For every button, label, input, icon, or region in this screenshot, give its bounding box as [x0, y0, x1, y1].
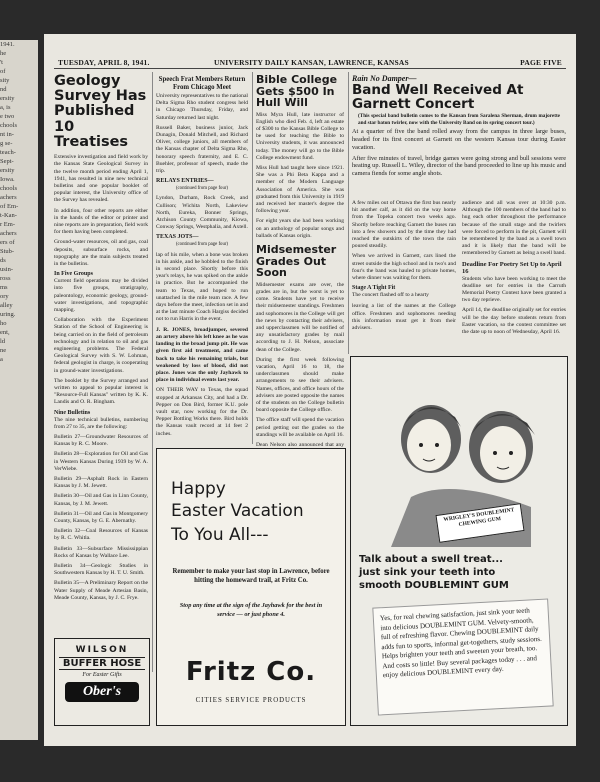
continued-note: (continued from page four): [175, 186, 229, 192]
sliver-line: ds: [0, 257, 6, 264]
sliver-line: r Em-: [0, 221, 15, 228]
paragraph: Dean Nelson also announced that any: [256, 442, 344, 448]
sliver-line: Stub-: [0, 248, 15, 255]
paragraph: The booklet by the Survey arranged and written to appeal to popular interest is "Resource-Full Kansas" written by K. K. Landis and O. R. Bingham.: [54, 377, 148, 406]
sliver-line: chools: [0, 185, 17, 192]
paragraph: Students who have been working to meet the deadline set for entries in the Carruth Memorial Poetry Contest have been granted a two day reprieve.: [462, 275, 566, 304]
paragraph: Ground-water resources, oil and gas, coal deposits, subsurface rocks, and topography are the main subjects treated in the bulletins.: [54, 239, 148, 267]
paragraph: After five minutes of travel, bridge games were going strong and bull sessions were heating up. Russell L. Wiley, director of the band proceeded to line up his music and camera fiends for some angle shots.: [352, 154, 566, 178]
paragraph: leaving a list of the names at the College office. Freshmen and sophomores needing this information must get it from their advisers.: [352, 303, 456, 332]
paragraph: University representatives to the national Delta Sigma Rho student congress held in Chicago Thursday, Friday, and Saturday returned last night.: [156, 93, 248, 121]
sliver-line: ory: [0, 293, 9, 300]
sliver-line: 1941.: [0, 41, 15, 48]
sliver-line: ld: [0, 338, 6, 345]
sliver-line: ersity: [0, 95, 15, 102]
paragraph: lap of his mile, when a bone was broken in his ankle, and he hobbled to the finish in second place. Shortly before this year's relays, he was spiked on the ankle in practice. But he accompanied the team to Texas, and hoped to run unattached in the mile team race. A few days before the meet, infection set in and at the last minute Coach Hargiss decided not to run Harris in the event.: [156, 251, 248, 323]
paragraph: Miss Myra Hull, late instructor of English who died Feb. 4, left an estate of $300 to the Kansas Bible College to be used for teaching the Bible to University students, it was announced today. The money will go to the Bible College endowment fund.: [256, 111, 344, 161]
ad-product: BUFFER HOSE: [59, 657, 145, 670]
wilson-hose-ad: [54, 638, 150, 726]
sliver-line: a, is: [0, 104, 11, 111]
ad-headline-3: smooth DOUBLEMINT GUM: [359, 580, 509, 591]
paragraph: audience and all was over at 10:30 p.m. Although the 100 members of the band had to hug each other throughout the performance because of the small stage and the twirlers were forced to perform in the pit, Garnett will be remembered by the band as a swell town and it is likely that the band will be remembered by Garnett as being a swell band.: [462, 200, 566, 257]
sliver-line: achers: [0, 194, 17, 201]
paragraph: ON THEIR WAY to Texas, the squad stopped at Arkansas City, and had a Dr. Pepper on Don Bird, former K.U. pole vault star, now working for the Dr. Pepper Bottling Works there. Bird holds the Kansas vault record at 14 feet 2 inches.: [156, 387, 248, 437]
bulletin-item: Bulletin 33—Subsurface Mississippian Rocks of Kansas by Wallace Lee.: [54, 545, 148, 559]
bulletin-list: [54, 417, 148, 602]
sliver-line: ent,: [0, 329, 10, 336]
ad-easter-vacation: Easter Vacation: [171, 501, 304, 521]
sliver-line: nt in-: [0, 131, 14, 138]
sliver-line: ross: [0, 275, 11, 282]
paragraph: The concert flashed off to a hearty: [352, 292, 429, 299]
fritz-logo: Fritz Co.: [185, 657, 317, 687]
sliver-line: he: [0, 50, 7, 57]
band-subcolumn: [462, 200, 566, 339]
paragraph: A few miles out of Ottawa the first bus nearly hit another calf, as it did on the way home from the Topeka concert two weeks ago. Shortly before reaching Garnett the buses ran into a few showers and by the time they had reached the outskirts of the town the rain poured steadily.: [352, 200, 456, 250]
ad-headline-2: just sink your teeth into: [359, 567, 496, 578]
sliver-line: ers of: [0, 239, 15, 246]
sliver-line: chools: [0, 122, 17, 129]
speech-headline: Speech Frat Members Return From Chicago Meet: [158, 76, 246, 91]
sliver-line: usin-: [0, 266, 13, 273]
paragraph: Extensive investigation and field work by the Kansas State Geological Survey in the twelve month period ending April 1, 1941, has resulted in nine new technical bulletins and one popular booklet of popular interest, the University office of the Survey has revealed.: [54, 154, 148, 204]
ad-reminder: Remember to make your last stop in Lawrence, before hitting the homeward trail, at Fritz Co.: [172, 568, 330, 584]
bulletin-item: The nine technical bulletins, numbering from 27 to 35, are the following:: [54, 416, 148, 430]
paragraph: When we arrived in Garnett, cars lined the street outside the high school and in two's and four's the band was hauled to private homes, where dinner was waiting for them.: [352, 253, 456, 282]
sliver-line: nd: [0, 86, 7, 93]
band-headline: Band Well Received At Garnett Concert: [352, 82, 524, 113]
bulletin-item: Bulletin 35—A Preliminary Report on the Water Supply of Meade Artesian Basin, Meade County, Kansas, by J. C. Frye.: [54, 580, 148, 601]
poetry-headline: Deadline For Poetry Set Up to April 16: [462, 260, 562, 275]
sliver-line: of: [0, 68, 6, 75]
bulletin-item: Bulletin 27—Groundwater Resources of Kansas by R. C. Moore.: [54, 434, 148, 448]
paragraph: During the first week following vacation, April 16 to 18, the underclassmen should make arrangements to see their advisers. Names, offices, and office hours of the advisers are posted opposite the names of the students on the College bulletin board opposite the College office.: [256, 356, 344, 414]
band-editor-note: (This special band bulletin comes to the Kansan from Saralena Sherman, drum majorette and star baton twirler, now with the University Band on its spring concert tour.): [358, 113, 560, 126]
paragraph: For eight years she had been working on an anthology of popular songs and ballads of Kansas origin.: [256, 218, 344, 239]
relays-heading: RELAYS ENTRIES—: [156, 178, 214, 185]
bulletin-item: Bulletin 30—Oil and Gas in Linn County, Kansas, by J. M. Jewett.: [54, 493, 148, 507]
sliver-line: Iowa.: [0, 176, 15, 183]
continued-note: (continued from page four): [175, 242, 229, 248]
doublemint-gum-ad: [350, 356, 568, 726]
band-kicker: Rain No Damper—: [352, 74, 417, 83]
newspaper-title: UNIVERSITY DAILY KANSAN, LAWRENCE, KANSAS: [214, 58, 409, 67]
paragraph: Midsemester exams are over, the grades are in, but the worst is yet to come. Students have yet to receive their midsemester standings. Freshmen and sophomores in the College will get the news by contacting their advisers, and upperclassmen will be notified of any unsatisfactory grades by mail according to J. H. Nelson, associate dean of the College.: [256, 281, 344, 353]
sliver-line: ersity: [0, 167, 15, 174]
sliver-line: achers: [0, 230, 17, 237]
paragraph: The office staff will spend the vacation period getting out the grades so the standings will be available on April 16.: [256, 417, 344, 438]
ad-headline-1: Talk about a swell treat...: [359, 554, 503, 565]
sliver-line: teach-: [0, 149, 16, 156]
band-subcolumn: [352, 200, 456, 335]
sliver-line: alley: [0, 302, 13, 309]
sliver-line: uring.: [0, 311, 16, 318]
sliver-line: Sept-: [0, 158, 14, 165]
ad-subtitle: CITIES SERVICE PRODUCTS: [195, 697, 307, 704]
subhead: Nine Bulletins: [54, 409, 91, 416]
obers-logo: Ober's: [65, 682, 139, 702]
bulletin-item: Bulletin 29—Asphalt Rock in Eastern Kansas by J. M. Jewett.: [54, 476, 148, 490]
ad-happy: Happy: [171, 479, 226, 499]
header-rule: [54, 68, 566, 69]
subhead: Stage A Tight Fit: [352, 285, 396, 292]
fritz-co-ad: [156, 448, 346, 726]
bulletin-item: Bulletin 28—Exploration for Oil and Gas in Western Kansas During 1939 by W. A. VerWiebe.: [54, 451, 148, 472]
grades-headline: Midsemester Grades Out Soon: [256, 243, 337, 280]
paragraph: Lyndon, Durham, Rock Creek, and Cullison; Wichita North, Lakeview North, Eureka, Bonner Springs, Atchison County Community, Kiowa, Conway Springs, Westphalia, and Axtell.: [156, 195, 248, 231]
sliver-line: 't: [0, 59, 3, 66]
texas-heading: TEXAS JOTS—: [156, 234, 199, 241]
ad-body-copy: Yes, for real chewing satisfaction, just sink your teeth into delicious DOUBLEMINT GUM. Velvety-smooth, full of refreshing flavor. Chewing DOUBLEMINT daily adds fun to sports, informal get-togethers, study sessions. Helps brighten your teeth and sweeten your breath, too. And costs so little! Buy several packages today . . . and enjoy delicious DOUBLEMINT every day.: [372, 598, 553, 715]
paragraph: Collaboration with the Experiment Station of the School of Engineering is being carried on in the field of petroleum technology and in relation to oil and gas engineering problems. The Federal Geological Survey with S. W. Lohman, federal geologist in charge, is cooperating in ground-water investigations.: [54, 317, 148, 374]
paragraph: J. R. JONES, broadjumper, severed an artery above his left knee as he was landing in the broad jump pit. He was given first aid treatment, and came back to take his remaining trials, but weakened by loss of blood, did not place. Jones was the only Jayhawk to place in individual events last year.: [156, 326, 248, 384]
paragraph: In addition, four other reports are either in the hands of the editor or printer and nine reports are in preparation, field work for them having been completed.: [54, 207, 148, 236]
bible-and-grades-column: [256, 74, 344, 446]
issue-date: TUESDAY, APRIL 8, 1941.: [58, 58, 150, 67]
sliver-line: ms: [0, 284, 8, 291]
newspaper-page: [44, 34, 576, 746]
geology-article: [54, 74, 148, 634]
bible-headline: Bible College Gets $500 In Hull Will: [256, 73, 338, 110]
paragraph: April 14, the deadline originally set for entries will be the day before students return from Easter vacation, so the contest committee set the date up to noon of Wednesday, April 16.: [462, 307, 566, 336]
sliver-line: e two: [0, 113, 15, 120]
sliver-line: ho: [0, 320, 7, 327]
column-rule: [348, 72, 349, 354]
previous-page-edge: [0, 40, 38, 740]
ad-brand: WILSON: [75, 645, 129, 655]
sliver-line: of Em-: [0, 203, 19, 210]
sliver-line: g se-: [0, 140, 13, 147]
bulletin-item: Bulletin 31—Oil and Gas in Montgomery County, Kansas, by G. E. Abernathy.: [54, 510, 148, 525]
sliver-line: t-Kan-: [0, 212, 17, 219]
paragraph: Current field operations may be divided into five groups, stratigraphy, paleontology, economic geology, ground-water investigations, and topographic mapping.: [54, 278, 148, 313]
page-number: PAGE FIVE: [520, 58, 562, 67]
ad-stop-text: Stop any time at the sign of the Jayhawk for the best in service — or just phone 4.: [179, 602, 323, 618]
band-article: [352, 74, 566, 354]
sliver-line: ne: [0, 347, 7, 354]
column-rule: [252, 72, 253, 444]
sliver-line: a: [0, 356, 3, 363]
paragraph: At a quarter of five the band rolled away from the campus in three large buses, headed for its first concert at Garnett on the western Kansas tour during Easter vacation.: [352, 128, 566, 151]
paragraph: Russell Baker, business junior, Jack Dunagin, Donald Mitchell, and Richard Oliver, college juniors, all members of the Kansas chapter of Delta Sigma Rho, honorary speech fraternity, and E. C. Buehler, professor of speech, made the trip.: [156, 124, 248, 175]
gum-package: WRIGLEY'S DOUBLEMINT CHEWING GUM: [435, 503, 524, 543]
paragraph: Miss Hull had taught here since 1921. She was a Phi Beta Kappa and a member of the Modern Language Association of America. She was graduated from this University in 1919 and received her master's degree the following year.: [256, 165, 344, 215]
bulletin-item: Bulletin 34—Geologic Studies in Southwestern Kansas by H. T. U. Smith.: [54, 563, 148, 577]
bulletin-item: Bulletin 32—Coal Resources of Kansas by R. C. Whitla.: [54, 528, 148, 542]
speech-and-sports-column: [156, 74, 248, 446]
subhead: In Five Groups: [54, 271, 93, 278]
sliver-line: sity: [0, 77, 10, 84]
column-rule: [152, 72, 153, 672]
ad-to-you-all: To You All---: [171, 525, 269, 545]
ad-tagline: For Easter Gifts: [82, 672, 122, 678]
geology-headline: Geology Survey Has Published 10 Treatises: [54, 73, 147, 150]
